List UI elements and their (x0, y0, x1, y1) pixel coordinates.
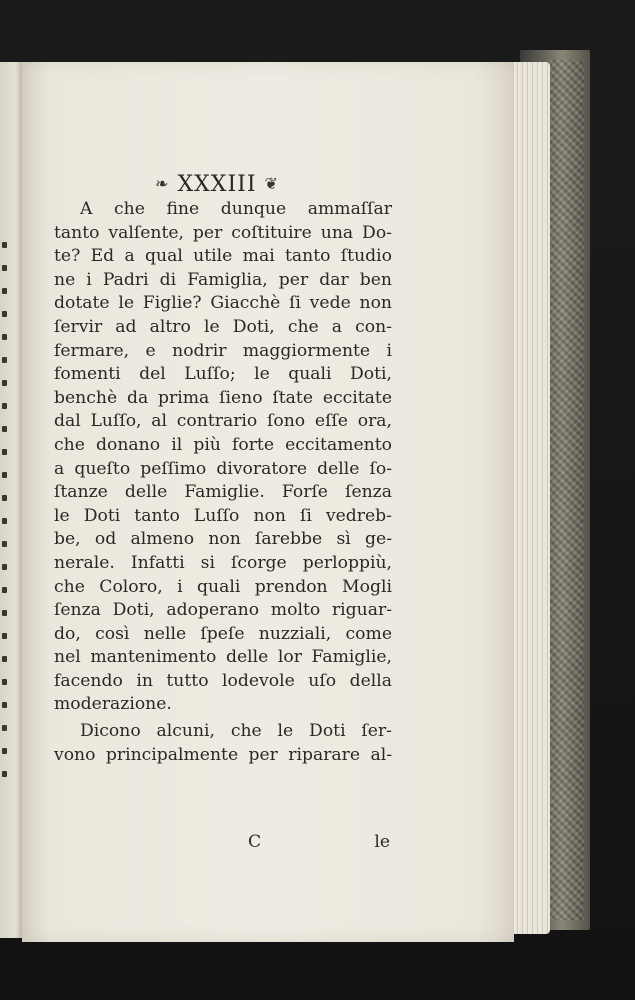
paragraph-2 (54, 720, 392, 767)
text-line: ſtanze delle Famiglie. Forſe ſenza (54, 482, 392, 503)
text-line: A che fine dunque ammaſſar (80, 199, 392, 219)
text-line: che donano il più forte eccitamento (54, 434, 392, 455)
page-body (54, 198, 392, 767)
text-line: ne i Padri di Famiglia, per dar ben (54, 269, 392, 290)
text-line: nerale. Infatti si ſcorge perloppiù, (54, 552, 392, 573)
text-line: do, così nelle ſpeſe nuzziali, come (54, 623, 392, 644)
ornament-left-icon: ❧ (155, 174, 170, 193)
ornament-right-icon: ❦ (264, 174, 279, 193)
text-line: facendo in tutto lodevole uſo della (54, 670, 392, 691)
facing-page-marks (0, 242, 14, 782)
text-line: nel mantenimento delle lor Famiglie, (54, 647, 392, 668)
text-line: a queſto peſſimo divoratore delle ſo- (54, 458, 392, 479)
text-line: fermare, e nodrir maggiormente i (54, 340, 392, 361)
text-line: vono principalmente per riparare al- (54, 744, 392, 765)
signature-mark: C (248, 832, 262, 852)
catchword: le (374, 832, 390, 852)
text-line: moderazione. (54, 694, 172, 715)
paragraph-1 (54, 198, 392, 717)
text-line: ſervir ad altro le Doti, che a con- (54, 316, 392, 337)
text-line: te? Ed a qual utile mai tanto ſtudio (54, 246, 392, 267)
facing-page-edge (0, 62, 22, 938)
book-page (22, 62, 514, 942)
text-line: ſenza Doti, adoperano molto riguar- (54, 600, 392, 621)
page-footer (54, 832, 392, 858)
text-line: le Doti tanto Luſſo non ſi vedreb- (54, 505, 392, 526)
text-line: che Coloro, i quali prendon Mogli (54, 576, 392, 597)
text-line: dal Luſſo, al contrario ſono eſſe ora, (54, 411, 392, 432)
text-line: dotate le Figlie? Giacchè ſi vede non (54, 293, 392, 314)
page-header (122, 172, 312, 197)
text-line: Dicono alcuni, che le Doti ſer- (80, 721, 392, 742)
text-line: be, od almeno non ſarebbe sì ge- (54, 529, 392, 550)
text-line: benchè da prima ſieno ſtate eccitate (54, 387, 392, 408)
page-number: XXXIII (177, 172, 257, 197)
text-line: tanto valſente, per coſtituire una Do- (54, 222, 392, 243)
text-line: fomenti del Luſſo; le quali Doti, (54, 364, 392, 385)
